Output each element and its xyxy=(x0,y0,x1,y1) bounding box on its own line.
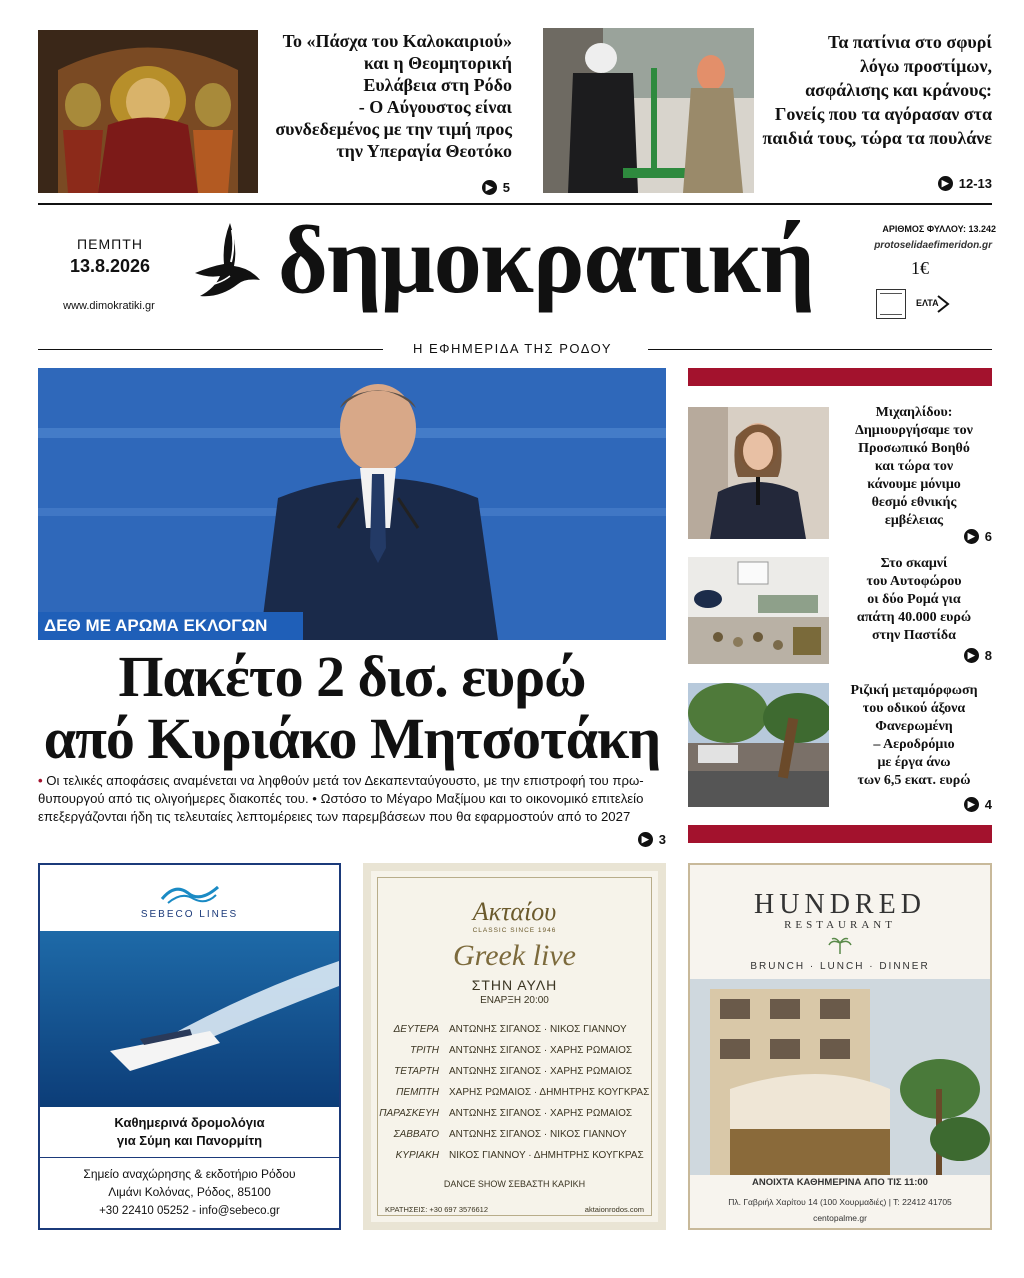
side-line: του Αυτοφώρου xyxy=(866,574,962,589)
scooter-image[interactable] xyxy=(543,28,754,193)
side-bar-bottom xyxy=(688,825,992,843)
schedule-row xyxy=(371,1103,658,1124)
teaser-line: Γονείς που τα αγόρασαν στα xyxy=(774,104,992,124)
page-ref[interactable] xyxy=(930,529,992,544)
hundred-open: ΑΝΟΙΧΤΑ ΚΑΘΗΜΕΡΙΝΑ ΑΠΟ ΤΙΣ 11:00 xyxy=(752,1177,928,1188)
arrow-icon: ▶ xyxy=(938,176,953,191)
side-line: του οδικού άξονα xyxy=(862,701,966,716)
newspaper-logo[interactable]: δημοκρατική xyxy=(278,206,814,313)
schedule-row xyxy=(371,1040,658,1061)
elta-label: ΕΛΤΑ xyxy=(916,298,939,308)
aktaiou-venue: ΣΤΗΝ ΑΥΛΗ xyxy=(471,977,558,993)
price: 1€ xyxy=(911,258,929,278)
sebeco-contact: +30 22410 05252 - info@sebeco.gr xyxy=(99,1205,280,1217)
side-story-1[interactable] xyxy=(834,404,994,530)
schedule-day: ΣΑΒΒΑΤΟ xyxy=(393,1129,439,1140)
arrow-icon: ▶ xyxy=(964,648,979,663)
arrow-icon: ▶ xyxy=(964,797,979,812)
sebeco-line2: για Σύμη και Πανορμίτη xyxy=(116,1133,263,1148)
ad-aktaiou[interactable] xyxy=(363,863,666,1230)
source-site: protoselidaefimeridon.gr xyxy=(874,240,992,251)
schedule-row xyxy=(371,1082,658,1103)
side-story-2[interactable] xyxy=(834,555,994,645)
icon-image[interactable] xyxy=(38,30,258,193)
schedule-row xyxy=(371,1019,658,1040)
issue-day: ΠΕΜΠΤΗ xyxy=(77,236,143,252)
page-ref[interactable] xyxy=(440,180,510,195)
teaser-line: συνδεδεμένος με την τιμή προς xyxy=(275,119,512,139)
ad-hundred[interactable] xyxy=(688,863,992,1230)
page-number: 3 xyxy=(658,832,666,847)
aktaiou-brand: Ακταίου xyxy=(472,897,557,926)
arrow-icon: ▶ xyxy=(482,180,497,195)
sebeco-addr2: Λιμάνι Κολόνας, Ρόδος, 85100 xyxy=(108,1185,271,1199)
teaser-line: ασφάλισης και κράνους: xyxy=(805,80,992,100)
schedule-artists: ΑΝΤΩΝΗΣ ΣΙΓΑΝΟΣ · ΝΙΚΟΣ ΓΙΑΝΝΟΥ xyxy=(449,1024,627,1035)
side-line: θεσμό εθνικής xyxy=(871,495,957,510)
elta-logo-icon xyxy=(912,292,952,318)
teaser-line: Ευλάβεια στη Ρόδο xyxy=(363,75,512,95)
schedule-row xyxy=(371,1061,658,1082)
teaser-line: Τα πατίνια στο σφυρί xyxy=(827,32,992,52)
website-link[interactable]: www.dimokratiki.gr xyxy=(63,300,155,312)
teaser-line: την Υπεραγία Θεοτόκο xyxy=(336,141,512,161)
aktaiou-show: DANCE SHOW ΣΕΒΑΣΤΗ ΚΑΡΙΚΗ xyxy=(443,1179,586,1189)
ferry-photo xyxy=(40,931,339,1107)
side-line: στην Παστίδα xyxy=(872,628,956,643)
schedule-day: ΚΥΡΙΑΚΗ xyxy=(395,1150,439,1161)
building-photo xyxy=(690,979,990,1175)
hundred-brand: HUNDRED xyxy=(754,889,926,920)
teaser-line: λόγω προστίμων, xyxy=(860,56,992,76)
sebeco-brand: SEBECO LINES xyxy=(140,909,239,920)
teaser-line: - Ο Αύγουστος είναι xyxy=(358,97,512,117)
postal-stamp xyxy=(876,289,906,319)
hundred-meals: BRUNCH · LUNCH · DINNER xyxy=(750,961,930,972)
top-divider xyxy=(38,203,992,205)
page-number: 12-13 xyxy=(958,176,992,191)
side-line: Φανερωμένη xyxy=(875,719,953,734)
issue-number: ΑΡΙΘΜΟΣ ΦΥΛΛΟΥ: 13.242 xyxy=(882,224,996,234)
arrow-icon: ▶ xyxy=(638,832,653,847)
sebeco-addr1: Σημείο αναχώρησης & εκδοτήριο Ρόδου xyxy=(83,1167,296,1181)
side-line: εμβέλειας xyxy=(884,513,944,528)
hundred-web: centopalme.gr xyxy=(813,1213,867,1223)
headline-line: Πακέτο 2 δισ. ευρώ xyxy=(118,644,586,709)
schedule-artists: ΝΙΚΟΣ ΓΙΑΝΝΟΥ · ΔΗΜΗΤΡΗΣ ΚΟΥΓΚΡΑΣ xyxy=(449,1150,644,1161)
tagline: Η ΕΦΗΜΕΡΙΔΑ ΤΗΣ ΡΟΔΟΥ xyxy=(413,341,612,356)
schedule-artists: ΑΝΤΩΝΗΣ ΣΙΓΑΝΟΣ · ΧΑΡΗΣ ΡΩΜΑΙΟΣ xyxy=(449,1066,633,1077)
schedule-row xyxy=(371,1124,658,1145)
teaser-line: παιδιά τους, τώρα τα πουλάνε xyxy=(762,128,992,148)
wave-logo-icon xyxy=(160,879,220,905)
schedule-artists: ΑΝΤΩΝΗΣ ΣΙΓΑΝΟΣ · ΧΑΡΗΣ ΡΩΜΑΙΟΣ xyxy=(449,1108,633,1119)
sebeco-line1: Καθημερινά δρομολόγια xyxy=(114,1115,265,1130)
side-line: με έργα άνω xyxy=(877,755,951,770)
side-line: απάτη 40.000 ευρώ xyxy=(856,610,972,625)
page-ref[interactable] xyxy=(600,832,666,847)
schedule-day: ΤΡΙΤΗ xyxy=(410,1045,439,1056)
headline-line: από Κυριάκο Μητσοτάκη xyxy=(43,706,661,771)
tagline-rule-left xyxy=(38,349,383,350)
side-line: Προσωπικό Βοηθό xyxy=(858,441,970,456)
ad-sebeco[interactable] xyxy=(38,863,341,1230)
page-number: 5 xyxy=(502,180,510,195)
schedule-row xyxy=(371,1145,658,1166)
body-line: • Οι τελικές αποφάσεις αναμένεται να ληφθούν μετά τον Δεκαπενταύγουστο, με την επιστροφή του πρω- xyxy=(38,773,644,788)
side-story-3[interactable] xyxy=(834,682,994,790)
side-bar-top xyxy=(688,368,992,386)
side-line: των 6,5 εκατ. ευρώ xyxy=(857,773,971,788)
side-line: και τώρα τον xyxy=(874,459,954,474)
lead-headline[interactable] xyxy=(20,646,684,770)
teaser-line: Το «Πάσχα του Καλοκαιριού» xyxy=(282,31,512,51)
ad-divider xyxy=(40,1157,339,1158)
issue-date: 13.8.2026 xyxy=(69,256,151,276)
lead-photo[interactable] xyxy=(38,368,666,640)
lead-body xyxy=(38,772,666,826)
page-ref[interactable] xyxy=(930,648,992,663)
page-number: 8 xyxy=(984,648,992,663)
schedule-artists: ΧΑΡΗΣ ΡΩΜΑΙΟΣ · ΔΗΜΗΤΡΗΣ ΚΟΥΓΚΡΑΣ xyxy=(449,1087,650,1098)
page-number: 6 xyxy=(984,529,992,544)
side-line: οι δύο Ρομά για xyxy=(867,592,961,607)
side-line: – Αεροδρόμιο xyxy=(873,737,955,752)
body-line: θυπουργού από τις ολιγοήμερες διακοπές του. • Ωστόσο το Μέγαρο Μαξίμου και το οικονομικό επιτελείο xyxy=(38,791,644,806)
tagline-rule-right xyxy=(648,349,992,350)
lead-kicker: ΔΕΘ ΜΕ ΑΡΩΜΑ ΕΚΛΟΓΩΝ xyxy=(38,612,303,640)
side-line: Μιχαηλίδου: xyxy=(875,405,953,420)
teaser-left-text[interactable] xyxy=(262,30,512,162)
arrow-icon: ▶ xyxy=(964,529,979,544)
schedule-day: ΠΕΜΠΤΗ xyxy=(396,1087,439,1098)
palm-icon xyxy=(828,937,852,955)
schedule-artists: ΑΝΤΩΝΗΣ ΣΙΓΑΝΟΣ · ΧΑΡΗΣ ΡΩΜΑΙΟΣ xyxy=(449,1045,633,1056)
aktaiou-since: CLASSIC SINCE 1946 xyxy=(472,927,557,934)
side-photo-road[interactable] xyxy=(688,683,829,807)
hundred-sub: RESTAURANT xyxy=(784,919,896,931)
side-photo-evidence[interactable] xyxy=(688,557,829,664)
hundred-address: Πλ. Γαβριήλ Χαρίτου 14 (100 Χουρμαδιές) | Τ: 22412 41705 xyxy=(728,1197,952,1207)
schedule-artists: ΑΝΤΩΝΗΣ ΣΙΓΑΝΟΣ · ΝΙΚΟΣ ΓΙΑΝΝΟΥ xyxy=(449,1129,627,1140)
aktaiou-web: aktaionrodos.com xyxy=(584,1205,644,1214)
dove-logo-icon xyxy=(190,218,270,308)
teaser-right-text[interactable] xyxy=(740,30,992,150)
aktaiou-script: Greek live xyxy=(453,939,576,972)
schedule-day: ΠΑΡΑΣΚΕΥΗ xyxy=(379,1108,439,1119)
schedule-day: ΤΕΤΑΡΤΗ xyxy=(394,1066,439,1077)
side-line: κάνουμε μόνιμο xyxy=(867,477,961,492)
teaser-line: και η Θεομητορική xyxy=(363,53,512,73)
side-line: Δημιουργήσαμε τον xyxy=(855,423,973,438)
side-photo-michailidou[interactable] xyxy=(688,407,829,539)
side-line: Ριζική μεταμόρφωση xyxy=(850,683,978,698)
aktaiou-booking: ΚΡΑΤΗΣΕΙΣ: +30 697 3576612 xyxy=(385,1205,489,1214)
body-text: Οι τελικές αποφάσεις αναμένεται να ληφθούν μετά τον Δεκαπενταύγουστο, με την επιστροφή του πρω- xyxy=(46,773,644,788)
aktaiou-start: ΕΝΑΡΞΗ 20:00 xyxy=(480,995,549,1006)
page-number: 4 xyxy=(984,797,992,812)
body-line: επεξεργάζονται ήδη τις τελευταίες λεπτομέρειες των παρεμβάσεων που θα εφαρμοστούν από το 2027 xyxy=(38,809,631,824)
page-ref[interactable] xyxy=(900,176,992,191)
page-ref[interactable] xyxy=(930,797,992,812)
side-line: Στο σκαμνί xyxy=(880,556,948,571)
schedule-list xyxy=(371,1019,658,1166)
schedule-day: ΔΕΥΤΕΡΑ xyxy=(393,1024,439,1035)
